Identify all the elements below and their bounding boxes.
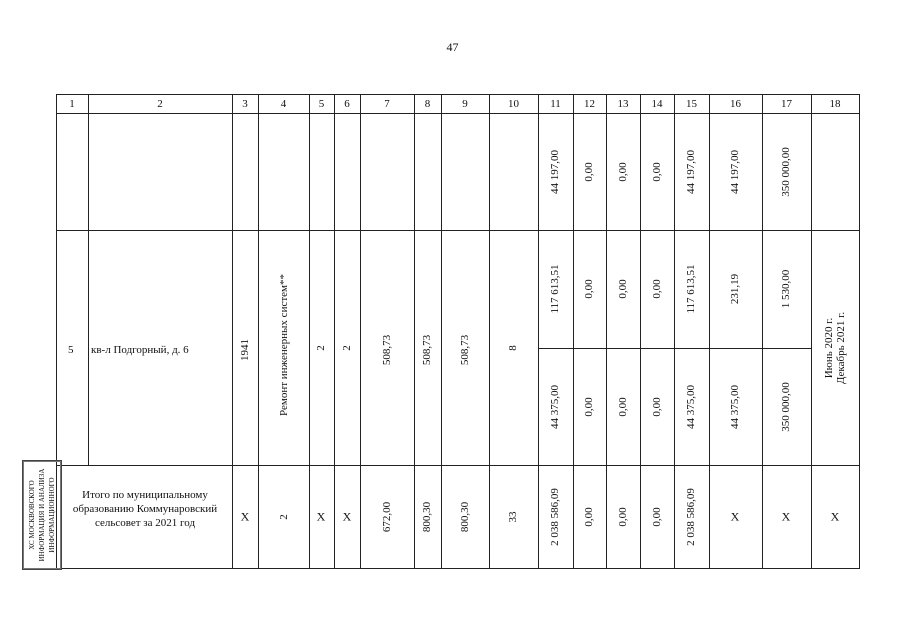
row-work-type: Ремонт инженерных систем**: [278, 274, 290, 416]
header-cell: 11: [550, 98, 561, 110]
cell-upper-c12: 0,00: [583, 279, 595, 299]
cell-c8: 508,73: [421, 334, 433, 366]
row-year: 1941: [239, 339, 251, 361]
total-c8: 800,30: [421, 501, 433, 533]
page-number: 47: [446, 40, 459, 54]
cell-lower-c16: 44 375,00: [729, 385, 741, 429]
header-cell: 1: [69, 98, 75, 110]
header-cell: 15: [686, 98, 697, 110]
total-c14: 0,00: [651, 507, 663, 527]
header-cell: 9: [462, 98, 468, 110]
cell-lower-c17: 350 000,00: [780, 382, 792, 432]
header-cell: 12: [584, 98, 595, 110]
cell-c9: 508,73: [459, 334, 471, 366]
cell-upper-c13: 0,00: [617, 279, 629, 299]
stamp-line-1: ХС МОСКВОВСКОГО: [28, 480, 36, 550]
cell-c12: 0,00: [583, 162, 595, 182]
total-c16: X: [730, 509, 740, 524]
cell-lower-c12: 0,00: [583, 397, 595, 417]
cell-c15: 44 197,00: [685, 150, 697, 194]
header-cell: 10: [508, 98, 519, 110]
cell-c10: 8: [507, 345, 519, 351]
header-cell: 7: [384, 98, 390, 110]
period-end: Декабрь 2021 г.: [835, 311, 847, 385]
cell-upper-c16: 231,19: [729, 273, 741, 305]
cell-c17: 350 000,00: [780, 147, 792, 197]
header-cell: 6: [344, 98, 350, 110]
total-label: Итого по муниципальному образованию Коммунаровский сельсовет за 2021 год: [72, 489, 218, 529]
total-c13: 0,00: [617, 507, 629, 527]
header-cell: 18: [829, 98, 841, 110]
total-c4: 2: [278, 514, 290, 520]
header-cell: 5: [318, 98, 325, 110]
period-start: Июнь 2020 г.: [823, 317, 835, 379]
header-cell: 13: [617, 98, 629, 110]
cell-upper-c11: 117 613,51: [549, 264, 561, 314]
cell-c14: 0,00: [651, 162, 663, 182]
cell-lower-c13: 0,00: [617, 397, 629, 417]
cell-lower-c11: 44 375,00: [549, 385, 561, 429]
total-c17: X: [781, 509, 791, 524]
cell-lower-c14: 0,00: [651, 397, 663, 417]
total-c7: 672,00: [381, 501, 393, 533]
total-c5: X: [316, 509, 326, 524]
stamp-line-3: ИНФОРМАЦИОННОГО: [48, 477, 56, 553]
total-c6: X: [342, 509, 352, 524]
stamp-line-2: ИНФОРМАЦИЯ И АНАЛИЗА: [38, 468, 46, 562]
header-cell: 2: [157, 98, 163, 110]
total-c9: 800,30: [459, 501, 471, 533]
total-c11: 2 038 586,09: [549, 488, 561, 546]
header-cell: 17: [781, 98, 792, 110]
header-cell: 8: [424, 98, 431, 110]
total-c12: 0,00: [583, 507, 595, 527]
cell-upper-c15: 117 613,51: [685, 264, 697, 314]
total-c3: X: [240, 509, 250, 524]
cell-upper-c14: 0,00: [651, 279, 663, 299]
total-c10: 33: [507, 511, 519, 523]
total-c15: 2 038 586,09: [685, 488, 697, 546]
cell-c13: 0,00: [617, 162, 629, 182]
cell-period: [823, 312, 847, 384]
row-number: 5: [68, 344, 74, 356]
cell-upper-c17: 1 530,00: [780, 269, 792, 309]
header-cell: 14: [651, 98, 663, 110]
header-cell: 16: [730, 98, 741, 110]
cell-lower-c15: 44 375,00: [685, 385, 697, 429]
header-cell: 3: [242, 98, 248, 110]
header-cell: 4: [280, 98, 287, 110]
stamp: [22, 460, 62, 570]
cell-c6: 2: [341, 345, 353, 351]
row-address: кв-л Подгорный, д. 6: [91, 344, 189, 356]
cell-c7: 508,73: [381, 334, 393, 366]
total-c18: X: [830, 509, 840, 524]
cell-c16: 44 197,00: [729, 150, 741, 194]
cell-c11: 44 197,00: [549, 150, 561, 194]
cell-c5: 2: [315, 345, 327, 351]
